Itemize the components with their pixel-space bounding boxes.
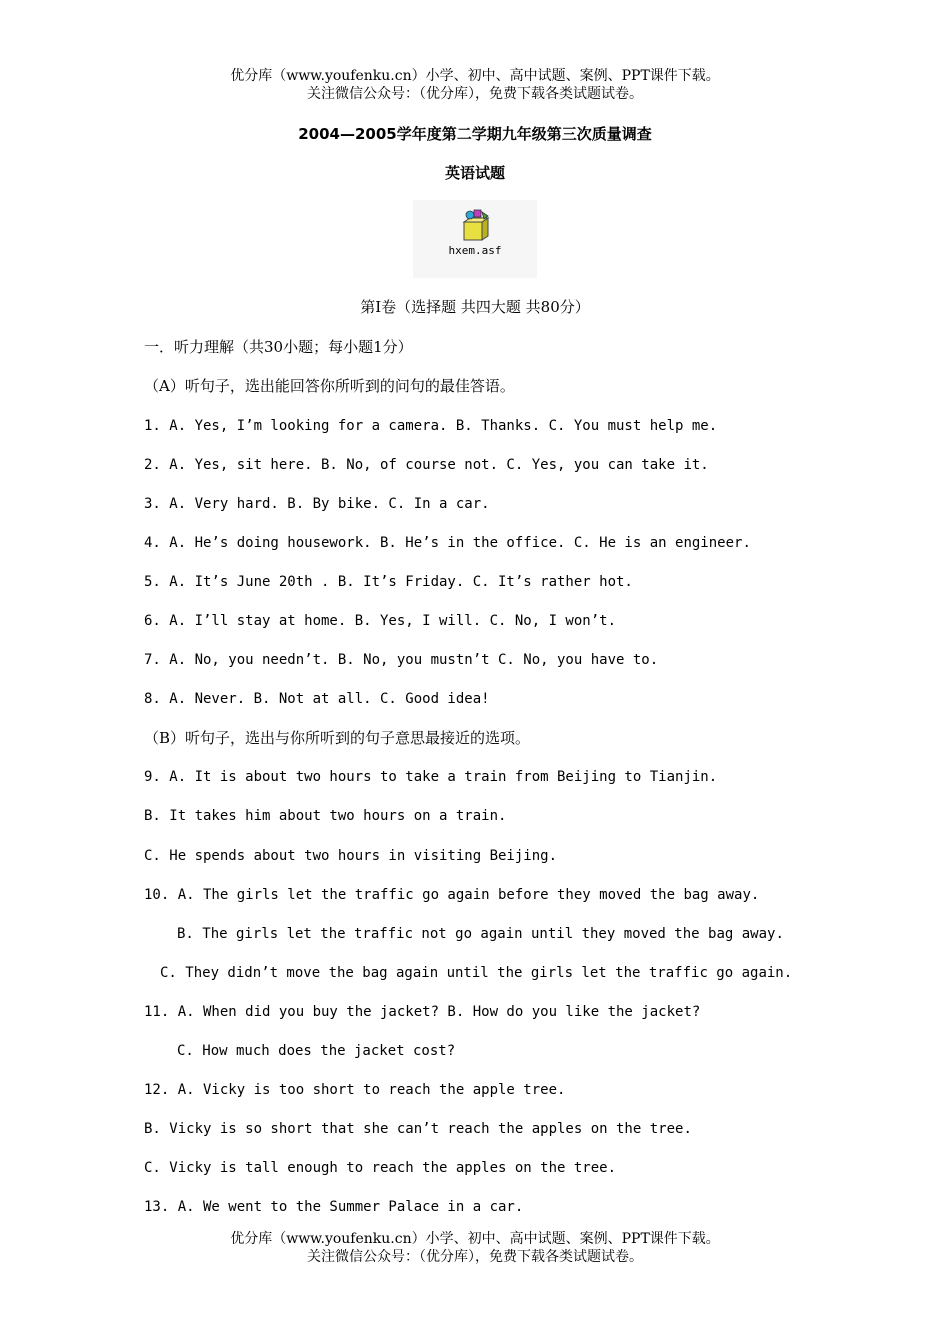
question-13-a: 13. A. We went to the Summer Palace in a car. [144,1199,524,1215]
question-11-a: 11. A. When did you buy the jacket? B. How do you like the jacket? [144,1004,701,1020]
question-10-b: B. The girls let the traffic not go again until they moved the bag away. [177,926,784,942]
page-header [0,67,950,103]
question-12-c: C. Vicky is tall enough to reach the apples on the tree. [144,1160,617,1176]
part-b-instruction: （B）听句子，选出与你所听到的句子意思最接近的选项。 [144,729,531,747]
footer-line-1: 优分库（www.youfenku.cn）小学、初中、高中试题、案例、PPT课件下载。 [230,1231,720,1247]
part-1-title: 一．听力理解（共30小题；每小题1分） [144,338,413,356]
question-9-a: 9. A. It is about two hours to take a train from Beijing to Tianjin. [144,769,718,785]
question-9-b: B. It takes him about two hours on a train. [144,808,507,824]
section-title: 第Ⅰ卷（选择题 共四大题 共80分） [360,298,590,316]
page-footer [0,1230,950,1266]
question-12-b: B. Vicky is so short that she can’t reach the apples on the tree. [144,1121,692,1137]
question-7: 7. A. No, you needn’t. B. No, you mustn’t C. No, you have to. [144,652,659,668]
part-a-instruction: （A）听句子，选出能回答你所听到的问句的最佳答语。 [144,377,515,395]
exam-subtitle: 英语试题 [444,164,505,182]
question-2: 2. A. Yes, sit here. B. No, of course not. C. Yes, you can take it. [144,457,709,473]
exam-title: 2004—2005学年度第二学期九年级第三次质量调查 [298,125,652,143]
question-4: 4. A. He’s doing housework. B. He’s in the office. C. He is an engineer. [144,535,751,551]
question-9-c: C. He spends about two hours in visiting Beijing. [144,848,558,864]
question-8: 8. A. Never. B. Not at all. C. Good idea! [144,691,490,707]
header-line-1: 优分库（www.youfenku.cn）小学、初中、高中试题、案例、PPT课件下载。 [230,68,720,84]
footer-line-2: 关注微信公众号：（优分库），免费下载各类试题试卷。 [307,1249,643,1265]
package-icon [458,208,492,242]
question-12-a: 12. A. Vicky is too short to reach the apple tree. [144,1082,566,1098]
question-5: 5. A. It’s June 20th . B. It’s Friday. C. It’s rather hot. [144,574,633,590]
attachment-filename: hxem.asf [448,244,502,257]
question-6: 6. A. I’ll stay at home. B. Yes, I will. C. No, I won’t. [144,613,617,629]
question-10-a: 10. A. The girls let the traffic go again before they moved the bag away. [144,887,760,903]
question-10-c: C. They didn’t move the bag again until the girls let the traffic go again. [160,965,793,981]
header-line-2: 关注微信公众号：（优分库），免费下载各类试题试卷。 [307,86,643,102]
question-3: 3. A. Very hard. B. By bike. C. In a car. [144,496,490,512]
question-11-c: C. How much does the jacket cost? [177,1043,456,1059]
question-1: 1. A. Yes, I’m looking for a camera. B. Thanks. C. You must help me. [144,418,718,434]
audio-attachment[interactable] [413,200,537,278]
